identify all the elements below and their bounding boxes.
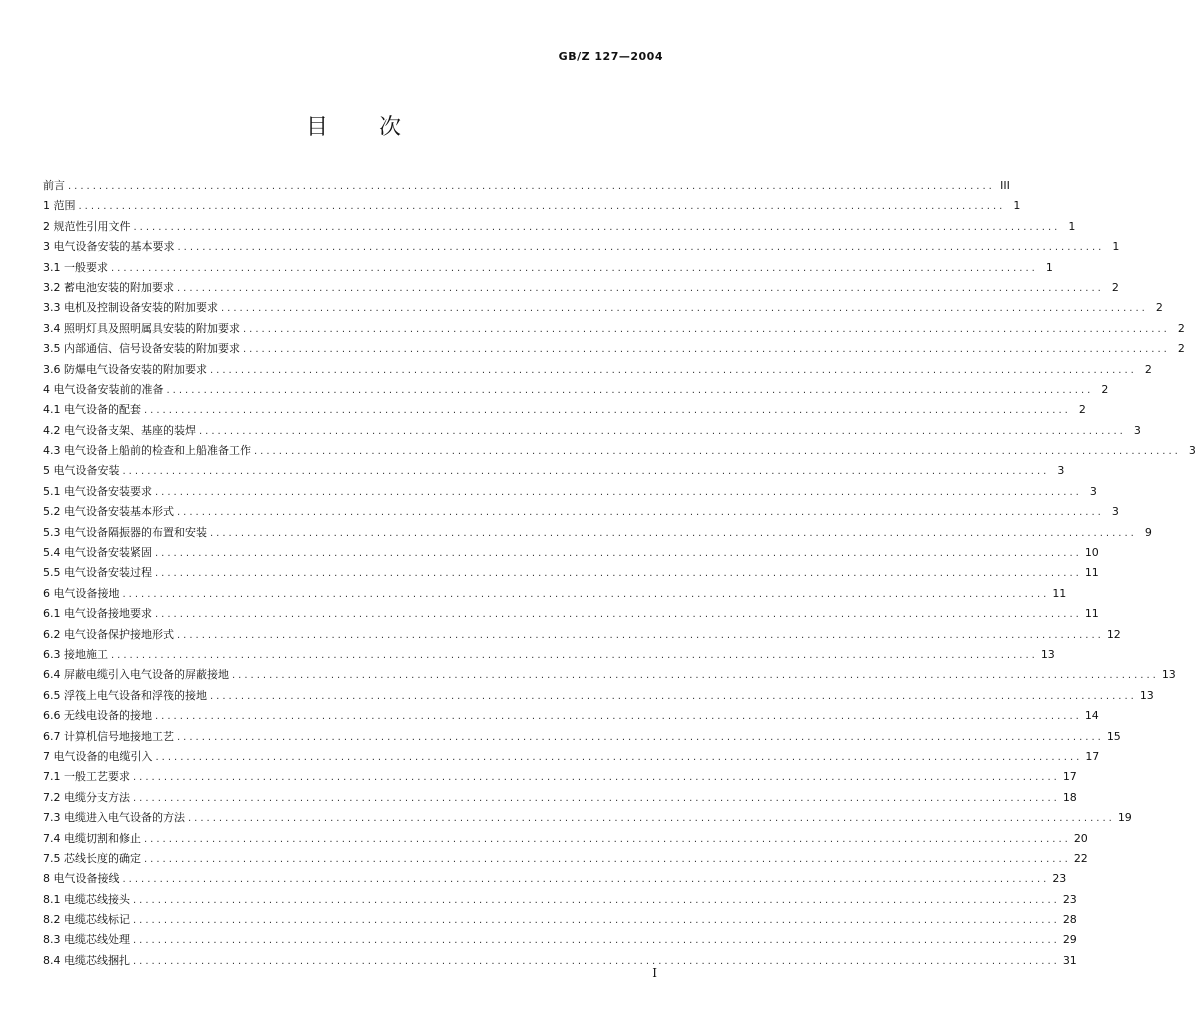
toc-entry[interactable] [43, 604, 1099, 624]
toc-entry[interactable] [43, 808, 1132, 828]
toc-entry[interactable] [43, 258, 1053, 278]
toc-entry[interactable] [43, 665, 1176, 685]
toc-entry-label: 3.3 电机及控制设备安装的附加要求 [43, 301, 218, 315]
toc-leader-dots: ...................................................................................................................................................... [177, 507, 1104, 519]
toc-entry[interactable] [43, 298, 1163, 318]
toc-entry-page: 2 [1078, 403, 1086, 417]
toc-entry-label: 4 电气设备安装前的准备 [43, 382, 164, 396]
toc-entry-page: 3 [1057, 464, 1065, 478]
toc-entry-page: 2 [1111, 280, 1119, 294]
toc-entry[interactable] [43, 767, 1077, 787]
toc-leader-dots: ...................................................................................................................................................... [144, 405, 1071, 417]
toc-leader-dots: ...................................................................................................................................................... [210, 527, 1137, 539]
toc-entry-page: 1 [1112, 240, 1120, 254]
toc-entry[interactable] [43, 849, 1088, 869]
toc-entry[interactable] [43, 625, 1121, 645]
toc-entry[interactable] [43, 645, 1055, 665]
toc-leader-dots: ...................................................................................................................................................... [155, 751, 1083, 763]
toc-entry-page: 10 [1084, 546, 1099, 560]
toc-leader-dots: ...................................................................................................................................................... [155, 609, 1082, 621]
toc-entry-page: 2 [1177, 321, 1185, 335]
toc-entry-label: 3.2 蓄电池安装的附加要求 [43, 280, 174, 294]
toc-leader-dots: ...................................................................................................................................................... [155, 486, 1082, 498]
toc-entry-page: 3 [1188, 444, 1196, 458]
toc-entry-label: 6.1 电气设备接地要求 [43, 607, 152, 621]
toc-entry[interactable] [43, 319, 1185, 339]
toc-entry-page: 13 [1040, 647, 1055, 661]
toc-entry-page: 19 [1117, 811, 1132, 825]
toc-leader-dots: ...................................................................................................................................................... [144, 833, 1071, 845]
toc-leader-dots: ...................................................................................................................................................... [199, 425, 1126, 437]
toc-leader-dots: ...................................................................................................................................................... [155, 711, 1082, 723]
toc-leader-dots: ...................................................................................................................................................... [221, 303, 1148, 315]
toc-entry-label: 5 电气设备安装 [43, 464, 120, 478]
toc-entry-label: 6.2 电气设备保护接地形式 [43, 627, 174, 641]
toc-entry-page: 15 [1106, 729, 1121, 743]
toc-leader-dots: ...................................................................................................................................................... [210, 364, 1137, 376]
toc-entry-page: 1 [1013, 199, 1021, 213]
toc-entry-page: 11 [1084, 607, 1099, 621]
toc-entry-label: 6.5 浮筏上电气设备和浮筏的接地 [43, 688, 207, 702]
toc-entry[interactable] [43, 930, 1077, 950]
toc-entry-page: 3 [1111, 505, 1119, 519]
toc-entry-label: 4.2 电气设备支架、基座的装焊 [43, 423, 196, 437]
toc-leader-dots: ...................................................................................................................................................... [68, 181, 995, 192]
toc-entry-page: 20 [1073, 831, 1088, 845]
toc-entry-label: 2 规范性引用文件 [43, 219, 131, 233]
toc-entry-page: 3 [1089, 484, 1097, 498]
toc-leader-dots: ...................................................................................................................................................... [133, 221, 1061, 233]
toc-entry-label: 3.6 防爆电气设备安装的附加要求 [43, 362, 207, 376]
standard-code: GB/Z 127—2004 [558, 50, 663, 63]
toc-leader-dots: ...................................................................................................................................................... [111, 262, 1038, 274]
toc-entry-label: 3.5 内部通信、信号设备安装的附加要求 [43, 342, 240, 356]
toc-entry-page: 1 [1045, 260, 1053, 274]
toc-entry[interactable] [43, 196, 1021, 216]
toc-leader-dots: ...................................................................................................................................................... [254, 446, 1181, 458]
toc-entry-page: 2 [1144, 362, 1152, 376]
toc-entry-page: 11 [1084, 566, 1099, 580]
toc-entry[interactable] [43, 482, 1097, 502]
toc-leader-dots: ...................................................................................................................................................... [133, 894, 1060, 906]
toc-entry-page: 11 [1052, 586, 1067, 600]
toc-entry-label: 3.1 一般要求 [43, 260, 108, 274]
page-number: I [652, 966, 657, 980]
toc-entry[interactable] [43, 686, 1154, 706]
toc-entry[interactable] [43, 869, 1067, 889]
toc-entry-page: 23 [1052, 872, 1067, 886]
toc-leader-dots: ...................................................................................................................................................... [243, 344, 1170, 356]
toc-entry-page: 17 [1085, 749, 1100, 763]
toc-entry[interactable] [43, 502, 1119, 522]
toc-entry-page: 14 [1084, 709, 1099, 723]
toc-entry[interactable] [43, 523, 1152, 543]
toc-leader-dots: ...................................................................................................................................................... [210, 690, 1137, 702]
toc-leader-dots: ...................................................................................................................................................... [133, 955, 1060, 967]
table-of-contents [43, 176, 1196, 971]
toc-entry[interactable] [43, 543, 1099, 563]
toc-entry[interactable] [43, 217, 1076, 237]
toc-entry[interactable] [43, 461, 1065, 481]
page-title: 目 次 [306, 115, 423, 140]
toc-entry-page: 23 [1062, 892, 1077, 906]
toc-leader-dots: ...................................................................................................................................................... [122, 874, 1050, 886]
toc-entry[interactable] [43, 788, 1077, 808]
toc-leader-dots: ...................................................................................................................................................... [188, 813, 1115, 825]
toc-leader-dots: ...................................................................................................................................................... [155, 568, 1082, 580]
toc-entry-label: 7.2 电缆分支方法 [43, 790, 130, 804]
toc-entry-page: 31 [1062, 953, 1077, 967]
toc-leader-dots: ...................................................................................................................................................... [78, 201, 1006, 213]
toc-entry[interactable] [43, 237, 1120, 257]
toc-entry[interactable] [43, 890, 1077, 910]
toc-entry-label: 3.4 照明灯具及照明属具安装的附加要求 [43, 321, 240, 335]
toc-entry-label: 4.1 电气设备的配套 [43, 403, 141, 417]
toc-entry-label: 7.4 电缆切割和修止 [43, 831, 141, 845]
toc-entry-label: 8.4 电缆芯线捆扎 [43, 953, 130, 967]
toc-entry-label: 8.1 电缆芯线接头 [43, 892, 130, 906]
toc-leader-dots: ...................................................................................................................................................... [111, 649, 1038, 661]
toc-entry-label: 7.1 一般工艺要求 [43, 770, 130, 784]
toc-entry-label: 8.2 电缆芯线标记 [43, 913, 130, 927]
toc-entry-label: 5.5 电气设备安装过程 [43, 566, 152, 580]
toc-entry-label: 6.4 屏蔽电缆引入电气设备的屏蔽接地 [43, 668, 229, 682]
toc-entry-label: 5.1 电气设备安装要求 [43, 484, 152, 498]
toc-leader-dots: ...................................................................................................................................................... [177, 629, 1104, 641]
toc-leader-dots: ...................................................................................................................................................... [122, 588, 1050, 600]
toc-entry[interactable] [43, 563, 1099, 583]
toc-entry-page: 29 [1062, 933, 1077, 947]
toc-entry-page: 13 [1161, 668, 1176, 682]
toc-entry-label: 6.3 接地施工 [43, 647, 108, 661]
toc-entry[interactable] [43, 339, 1185, 359]
toc-entry-page: 9 [1144, 525, 1152, 539]
toc-leader-dots: ...................................................................................................................................................... [133, 792, 1060, 804]
toc-entry[interactable] [43, 176, 1010, 196]
toc-leader-dots: ...................................................................................................................................................... [155, 548, 1082, 560]
toc-entry-page: 2 [1155, 301, 1163, 315]
toc-entry-label: 6 电气设备接地 [43, 586, 120, 600]
toc-entry-label: 8 电气设备接线 [43, 872, 120, 886]
toc-leader-dots: ...................................................................................................................................................... [243, 323, 1170, 335]
toc-leader-dots: ...................................................................................................................................................... [177, 731, 1104, 743]
toc-entry-label: 6.6 无线电设备的接地 [43, 709, 152, 723]
toc-leader-dots: ...................................................................................................................................................... [177, 242, 1105, 254]
toc-leader-dots: ...................................................................................................................................................... [133, 772, 1060, 784]
toc-entry[interactable] [43, 584, 1067, 604]
toc-leader-dots: ...................................................................................................................................................... [166, 384, 1094, 396]
toc-leader-dots: ...................................................................................................................................................... [144, 853, 1071, 865]
toc-entry[interactable] [43, 951, 1077, 971]
toc-entry[interactable] [43, 829, 1088, 849]
toc-leader-dots: ...................................................................................................................................................... [133, 935, 1060, 947]
toc-entry-page: 17 [1062, 770, 1077, 784]
toc-entry[interactable] [43, 727, 1121, 747]
toc-entry-label: 8.3 电缆芯线处理 [43, 933, 130, 947]
toc-entry[interactable] [43, 380, 1109, 400]
toc-entry-label: 前言 [43, 179, 65, 192]
toc-entry[interactable] [43, 706, 1099, 726]
toc-entry[interactable] [43, 278, 1119, 298]
toc-entry-page: III [1000, 179, 1010, 192]
toc-entry-label: 1 范围 [43, 199, 76, 213]
toc-entry-page: 22 [1073, 851, 1088, 865]
toc-entry-label: 5.2 电气设备安装基本形式 [43, 505, 174, 519]
toc-entry-label: 7.3 电缆进入电气设备的方法 [43, 811, 185, 825]
toc-leader-dots: ...................................................................................................................................................... [133, 915, 1060, 927]
toc-entry-page: 12 [1106, 627, 1121, 641]
toc-entry-page: 2 [1101, 382, 1109, 396]
toc-leader-dots: ...................................................................................................................................................... [122, 466, 1050, 478]
toc-entry-page: 1 [1068, 219, 1076, 233]
toc-entry[interactable] [43, 360, 1152, 380]
toc-entry-label: 7 电气设备的电缆引入 [43, 749, 153, 763]
toc-entry[interactable] [43, 441, 1196, 461]
toc-entry-label: 5.3 电气设备隔振器的布置和安装 [43, 525, 207, 539]
toc-entry-label: 4.3 电气设备上船前的检查和上船准备工作 [43, 444, 251, 458]
toc-entry[interactable] [43, 400, 1086, 420]
toc-entry-page: 28 [1062, 913, 1077, 927]
toc-entry-label: 5.4 电气设备安装紧固 [43, 546, 152, 560]
toc-entry-page: 2 [1177, 342, 1185, 356]
toc-entry-page: 18 [1062, 790, 1077, 804]
toc-entry-label: 7.5 芯线长度的确定 [43, 851, 141, 865]
toc-entry-page: 3 [1133, 423, 1141, 437]
toc-entry-label: 3 电气设备安装的基本要求 [43, 240, 175, 254]
toc-entry-label: 6.7 计算机信号地接地工艺 [43, 729, 174, 743]
toc-entry[interactable] [43, 910, 1077, 930]
toc-entry[interactable] [43, 747, 1100, 767]
toc-entry-page: 13 [1139, 688, 1154, 702]
toc-entry[interactable] [43, 421, 1141, 441]
toc-leader-dots: ...................................................................................................................................................... [232, 670, 1159, 682]
toc-leader-dots: ...................................................................................................................................................... [177, 282, 1104, 294]
